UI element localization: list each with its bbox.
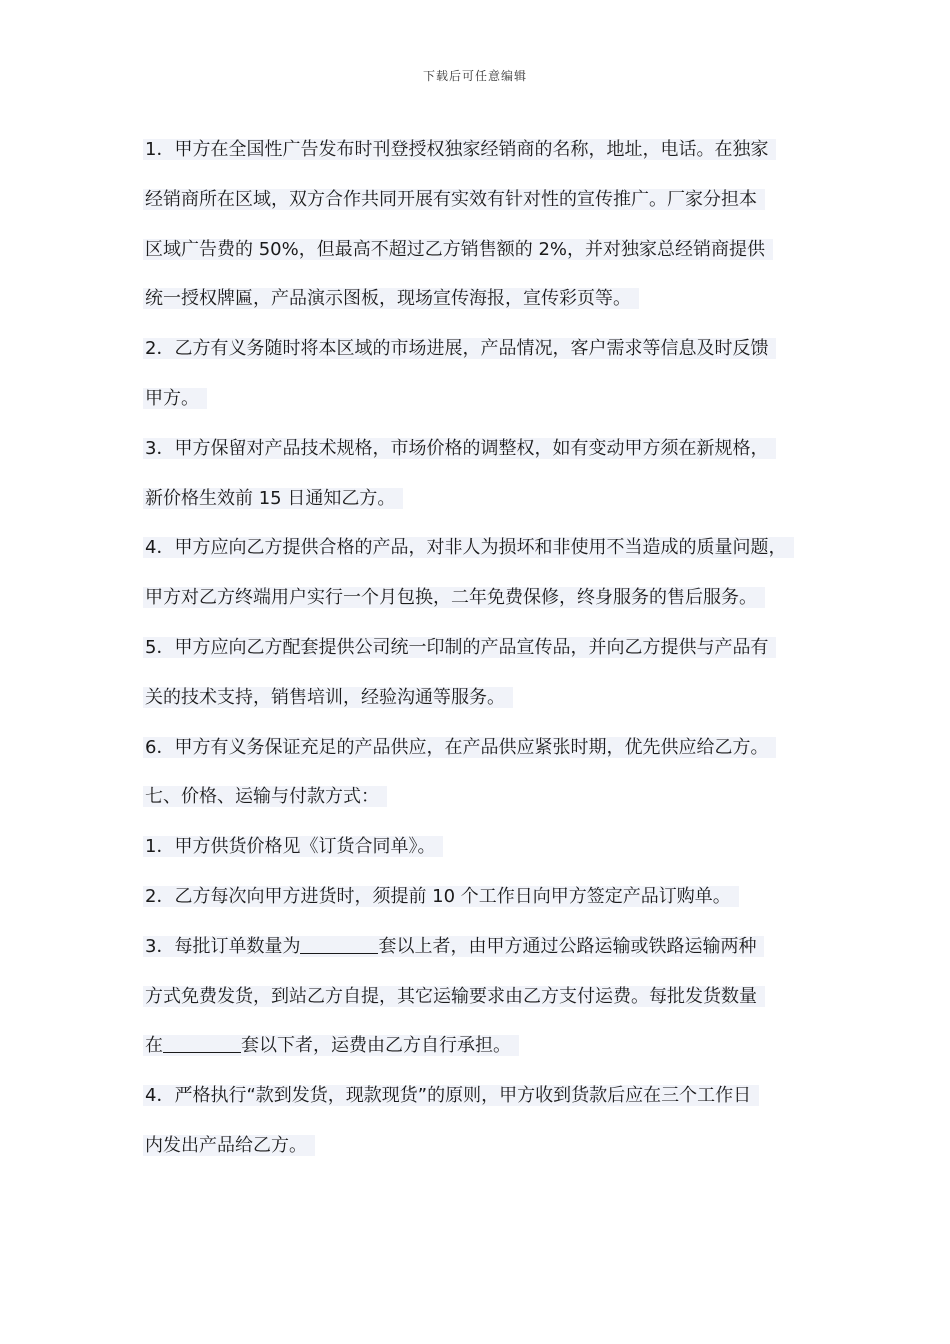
header-note: 下载后可任意编辑 [422,69,527,83]
text-line: 甲方对乙方终端用户实行一个月包换，二年免费保修，终身服务的售后服务。 [143,578,833,628]
text-line: 1．甲方在全国性广告发布时刊登授权独家经销商的名称，地址，电话。在独家 [143,130,833,180]
text-line: 方式免费发货，到站乙方自提，其它运输要求由乙方支付运费。每批发货数量 [143,977,833,1027]
document-body [143,130,833,1176]
text-line: 甲方。 [143,379,833,429]
text-line: 2．乙方每次向甲方进货时，须提前 10 个工作日向甲方签定产品订购单。 [143,877,833,927]
fill-in-blank [163,1034,241,1053]
text-line: 区域广告费的 50%，但最高不超过乙方销售额的 2%，并对独家总经销商提供 [143,230,833,280]
text-line: 统一授权牌匾，产品演示图板，现场宣传海报，宣传彩页等。 [143,279,833,329]
text-line: 关的技术支持，销售培训，经验沟通等服务。 [143,678,833,728]
text-line: 经销商所在区域，双方合作共同开展有实效有针对性的宣传推广。厂家分担本 [143,180,833,230]
text-fragment: 套以下者，运费由乙方自行承担。 [241,1035,511,1057]
text-line: 4．甲方应向乙方提供合格的产品，对非人为损坏和非使用不当造成的质量问题， [143,528,833,578]
text-line: 1．甲方供货价格见《订货合同单》。 [143,827,833,877]
text-fragment: 套以上者，由甲方通过公路运输或铁路运输两种 [378,935,757,957]
text-line [143,927,833,977]
text-line: 新价格生效前 15 日通知乙方。 [143,479,833,529]
text-fragment: 3．每批订单数量为 [145,935,301,957]
text-line [143,1026,833,1076]
text-line: 5．甲方应向乙方配套提供公司统一印制的产品宣传品，并向乙方提供与产品有 [143,628,833,678]
text-line: 6．甲方有义务保证充足的产品供应，在产品供应紧张时期，优先供应给乙方。 [143,728,833,778]
text-line: 2．乙方有义务随时将本区域的市场进展，产品情况，客户需求等信息及时反馈 [143,329,833,379]
fill-in-blank [300,935,378,954]
text-line: 3．甲方保留对产品技术规格，市场价格的调整权，如有变动甲方须在新规格， [143,429,833,479]
text-fragment: 在 [145,1035,163,1057]
section-heading: 七、价格、运输与付款方式： [143,777,833,827]
text-line: 内发出产品给乙方。 [143,1126,833,1176]
text-line: 4．严格执行“款到发货，现款现货”的原则，甲方收到货款后应在三个工作日 [143,1076,833,1126]
